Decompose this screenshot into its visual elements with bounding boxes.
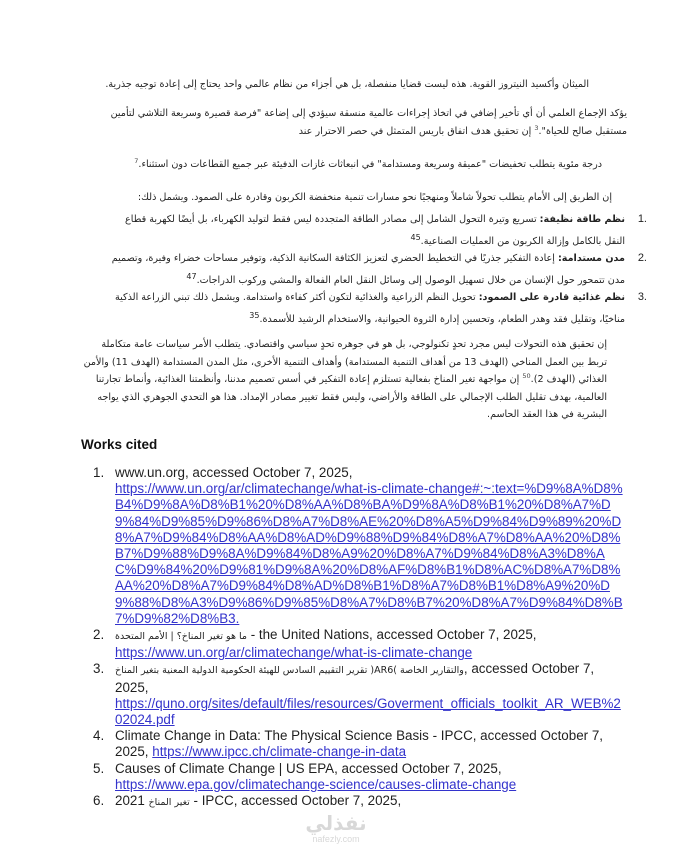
list-number: 3.	[637, 291, 647, 304]
paragraph-text: إن تحقيق هذه التحولات ليس مجرد تحدٍ تكنولوجي، بل هو في جوهره تحدٍ سياسي واقتصادي. يتطلب الأمر سياسات عامة متكاملة تربط بين العمل المناخي (الهدف 13 من أهداف التنمية المستدامة) وأهداف التنمية الأخرى، مثل المدن المستدامة (الهدف 11) والأمن الغذائي (الهدف 2).	[83, 339, 607, 385]
footnote-ref[interactable]: 3	[534, 123, 539, 132]
list-number: 1.	[637, 213, 647, 225]
citation-link[interactable]: https://www.un.org/ar/climatechange/what-is-climate-change#:~:text=%D9%8A%D8%B4%D9%8A%D8%B1%20%D8%AA%D8%BA%D9%8A%D8%B1%20%D8%A7%D9%84%D9%85%D9%86%D8%A7%D8%AE%20%D8%A5%D9%84%D9%89%20%D8%A7%D9%84%D8%AA%D8%AD%D9%88%D9%84%D8%A7%D8%AA%20%D8%B7%D9%88%D9%8A%D9%84%D8%A9%20%D8%A7%D9%84%D8%A3%D8%AC%D9%84%20%D9%81%D9%8A%20%D8%AF%D8%B1%D8%AC%D8%A7%D8%AA%20%D8%A7%D9%84%D8%AD%D8%B1%D8%A7%D8%B1%D8%A9%20%D9%88%D8%A3%D9%86%D9%85%D8%A7%D8%B7%20%D8%A7%D9%84%D8%B7%D9%82%D8%B3.	[115, 481, 623, 626]
citation-text: Causes of Climate Change | US EPA, accessed October 7, 2025,	[115, 760, 502, 776]
citation-item	[93, 627, 623, 661]
paragraph-path-forward	[72, 189, 612, 206]
citation-year: 2021	[115, 793, 149, 809]
citation-arabic-title: والتقارير الخاصة )AR6( تقرير التقييم السادس للهيئة الحكومية الدولية المعنية بتغير المناخ	[115, 665, 464, 677]
list-item	[105, 211, 647, 250]
citation-number: 4.	[93, 728, 105, 744]
works-cited-heading: Works cited	[81, 437, 158, 452]
footnote-ref[interactable]: 35	[249, 310, 260, 320]
list-item	[105, 250, 647, 289]
list-item-text: إعادة التفكير جذريًا في التخطيط الحضري لتعزيز الكثافة السكانية الذكية، وتوفير مساحات خضراء وفيرة، وتصميم مدن تتمحور حول الإنسان من خلال تسهيل الوصول إلى وسائل النقل العام الفعالة والمشي وركوب الدراجات.	[111, 253, 625, 286]
citation-item	[93, 661, 623, 728]
paragraph-text: درجة مئوية يتطلب تخفيضات "عميقة وسريعة ومستدامة" في انبعاثات غازات الدفيئة عبر جميع القطاعات دون استثناء.	[138, 159, 602, 170]
watermark-logo: نفذلي	[305, 811, 367, 835]
paragraph-text: إن تحقيق هدف اتفاق باريس المتمثل في حصر الاحترار عند	[298, 126, 535, 137]
paragraph-paris-target	[82, 156, 602, 173]
list-number: 2.	[637, 252, 647, 265]
paragraph-policy-challenge	[82, 336, 607, 424]
citation-number: 3.	[93, 661, 105, 677]
citation-text: , accessed October 7, 2025,	[115, 661, 595, 695]
citation-text: www.un.org, accessed October 7, 2025,	[115, 465, 353, 480]
citation-text: - the United Nations, accessed October 7, 2025,	[246, 627, 537, 643]
citation-item	[93, 793, 623, 811]
list-item	[105, 289, 647, 328]
footnote-ref[interactable]: 47	[186, 271, 197, 281]
paragraph-text: إن مواجهة تغير المناخ بفعالية تستلزم إعادة التفكير في أسس تصميم مدننا، وأنظمتنا الغذائية، وأنماط تجارتنا العالمية، بهدف تقليل الطلب الإجمالي على الطاقة والأراضي، وليس فقط تغيير مصادر الإمداد. هذا هو التحدي الجوهري الذي يواجه البشرية في هذا العقد الحاسم.	[95, 374, 607, 420]
citation-text: - IPCC, accessed October 7, 2025,	[189, 793, 402, 809]
citation-arabic-title: ما هو تغير المناخ؟ | الأمم المتحدة	[115, 631, 247, 643]
citation-link[interactable]: https://quno.org/sites/default/files/resources/Goverment_officials_toolkit_AR_WEB%202024.pdf	[115, 695, 621, 728]
citation-arabic-title: تغير المناخ	[148, 797, 190, 809]
citation-item	[93, 728, 623, 760]
citation-number: 2.	[93, 627, 105, 643]
citation-number: 5.	[93, 760, 105, 776]
list-item-title: نظم طاقة نظيفة:	[539, 214, 625, 225]
watermark	[296, 812, 376, 844]
citation-item	[93, 465, 623, 627]
citation-link[interactable]: https://www.ipcc.ch/climate-change-in-data	[152, 744, 407, 760]
citation-item	[93, 761, 623, 793]
paragraph-text: الميثان وأكسيد النيتروز القوية. هذه ليست قضايا منفصلة، بل هي أجزاء من نظام عالمي واحد يحتاج إلى إعادة توجيه جذرية.	[105, 79, 589, 90]
paragraph-text: يؤكد الإجماع العلمي أن أي تأخير إضافي في اتخاذ إجراءات عالمية منسقة سيؤدي إلى إضاعة "فرصة قصيرة وسريعة التلاشي لتأمين مستقبل صالح للحياة".	[110, 108, 627, 137]
footnote-ref[interactable]: 7	[134, 156, 139, 165]
watermark-site: nafezly.com	[312, 834, 360, 844]
citation-text: Climate Change in Data: The Physical Science Basis - IPCC, accessed October 7, 2025,	[115, 728, 603, 760]
citation-link[interactable]: https://www.epa.gov/climatechange-science/causes-climate-change	[115, 776, 517, 792]
list-item-title: نظم غذائية قادرة على الصمود:	[478, 292, 625, 304]
citation-number: 1.	[93, 465, 105, 480]
list-item-text: تسريع وتيرة التحول الشامل إلى مصادر الطاقة المتجددة ليس فقط لتوليد الكهرباء، بل أيضًا لكهربة قطاع النقل بالكامل وإزالة الكربون من العمليات الصناعية.	[125, 214, 625, 247]
footnote-ref[interactable]: 45	[410, 232, 421, 242]
paragraph-continuation	[89, 76, 589, 93]
paragraph-scientific-consensus	[77, 105, 627, 141]
works-cited-list	[93, 465, 623, 811]
arabic-numbered-list	[105, 211, 647, 329]
footnote-ref[interactable]: 50	[522, 371, 531, 380]
citation-link[interactable]: https://www.un.org/ar/climatechange/what-is-climate-change	[115, 645, 473, 661]
paragraph-text: إن الطريق إلى الأمام يتطلب تحولاً شاملاً ومنهجيًا نحو مسارات تنمية منخفضة الكربون وقادرة على الصمود. ويشمل ذلك:	[137, 192, 612, 203]
citation-number: 6.	[93, 793, 105, 809]
list-item-title: مدن مستدامة:	[557, 253, 625, 265]
list-item-text: تحويل النظم الزراعية والغذائية لتكون أكثر كفاءة واستدامة. ويشمل ذلك تبني الزراعة الذكية مناخيًا، وتقليل فقد وهدر الطعام، وتحسين إدارة الثروة الحيوانية، والاستخدام الرشيد للأسمدة.	[115, 292, 625, 326]
